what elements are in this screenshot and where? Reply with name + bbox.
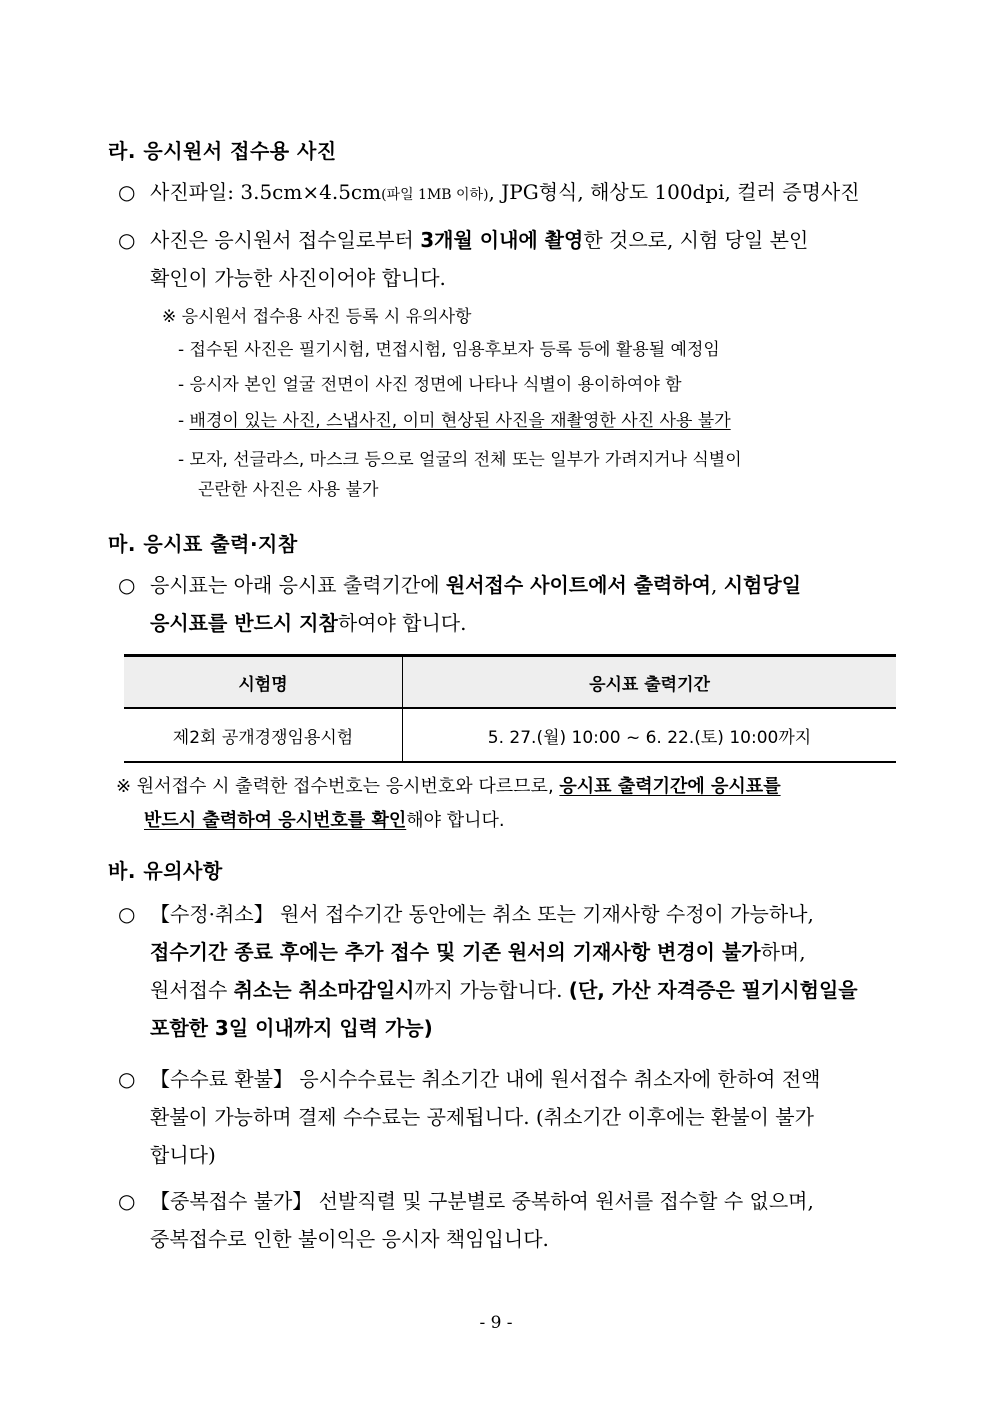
caution-item-2: - 응시자 본인 얼굴 전면이 사진 정면에 나타나 식별이 용이하여야 함 <box>178 375 682 395</box>
table-row <box>124 708 896 762</box>
circle-bullet: ○ <box>118 1189 136 1213</box>
table-header-exam-name: 시험명 <box>124 656 403 709</box>
ticket-number-footnote: ※ 원서접수 시 출력한 접수번호는 응시번호와 다르므로, 응시표 출력기간에 응시표를 반드시 출력하여 응시번호를 확인해야 합니다. <box>116 776 781 831</box>
precaution-fee-refund: ○ 【수수료 환불】 응시수수료는 취소기간 내에 원서접수 취소자에 한하여 전액 환불이 가능하며 결제 수수료는 공제됩니다. (취소기간 이후에는 환불이 불가 합니다) <box>118 1060 898 1174</box>
circle-bullet: ○ <box>118 180 136 204</box>
photo-caution-title: ※ 응시원서 접수용 사진 등록 시 유의사항 <box>162 307 472 327</box>
table-header-row <box>124 656 896 709</box>
precaution-duplicate-application: ○ 【중복접수 불가】 선발직렬 및 구분별로 중복하여 원서를 접수할 수 없으며, 중복접수로 인한 불이익은 응시자 책임입니다. <box>118 1182 898 1258</box>
table-cell-exam-name: 제2회 공개경쟁임용시험 <box>124 708 403 762</box>
circle-bullet: ○ <box>118 1067 136 1091</box>
table-cell-print-period: 5. 27.(월) 10:00 ~ 6. 22.(토) 10:00까지 <box>403 708 897 762</box>
section-heading-admission-ticket: 마. 응시표 출력·지참 <box>108 532 298 556</box>
page-number: - 9 - <box>479 1313 513 1333</box>
circle-bullet: ○ <box>118 228 136 252</box>
caution-item-1: - 접수된 사진은 필기시험, 면접시험, 임용후보자 등록 등에 활용될 예정임 <box>178 340 720 360</box>
caution-item-3: - 배경이 있는 사진, 스냅사진, 이미 현상된 사진을 재촬영한 사진 사용 불가 <box>178 411 731 431</box>
precaution-edit-cancel: ○ 【수정·취소】 원서 접수기간 동안에는 취소 또는 기재사항 수정이 가능하나, 접수기간 종료 후에는 추가 접수 및 기존 원서의 기재사항 변경이 불가하며, 원서접수 취소는 취소마감일시까지 가능합니다. (단, 가산 자격증은 필기시험일을 포함한 3일 이내까지 입력 가능) <box>118 895 898 1047</box>
circle-bullet: ○ <box>118 902 136 926</box>
photo-recency-rule: ○ 사진은 응시원서 접수일로부터 3개월 이내에 촬영한 것으로, 시험 당일 본인 확인이 가능한 사진이어야 합니다. <box>118 221 898 297</box>
circle-bullet: ○ <box>118 573 136 597</box>
photo-file-spec: ○ 사진파일: 3.5cm×4.5cm(파일 1MB 이하), JPG형식, 해상도 100dpi, 컬러 증명사진 <box>118 173 898 214</box>
section-heading-photo: 라. 응시원서 접수용 사진 <box>108 139 337 163</box>
section-heading-precautions: 바. 유의사항 <box>108 859 223 883</box>
caution-item-4: - 모자, 선글라스, 마스크 등으로 얼굴의 전체 또는 일부가 가려지거나 식별이 곤란한 사진은 사용 불가 <box>178 450 742 500</box>
print-period-table <box>124 654 896 763</box>
admission-ticket-instruction: ○ 응시표는 아래 응시표 출력기간에 원서접수 사이트에서 출력하여, 시험당일 응시표를 반드시 지참하여야 합니다. <box>118 566 898 642</box>
table-header-print-period: 응시표 출력기간 <box>403 656 897 709</box>
